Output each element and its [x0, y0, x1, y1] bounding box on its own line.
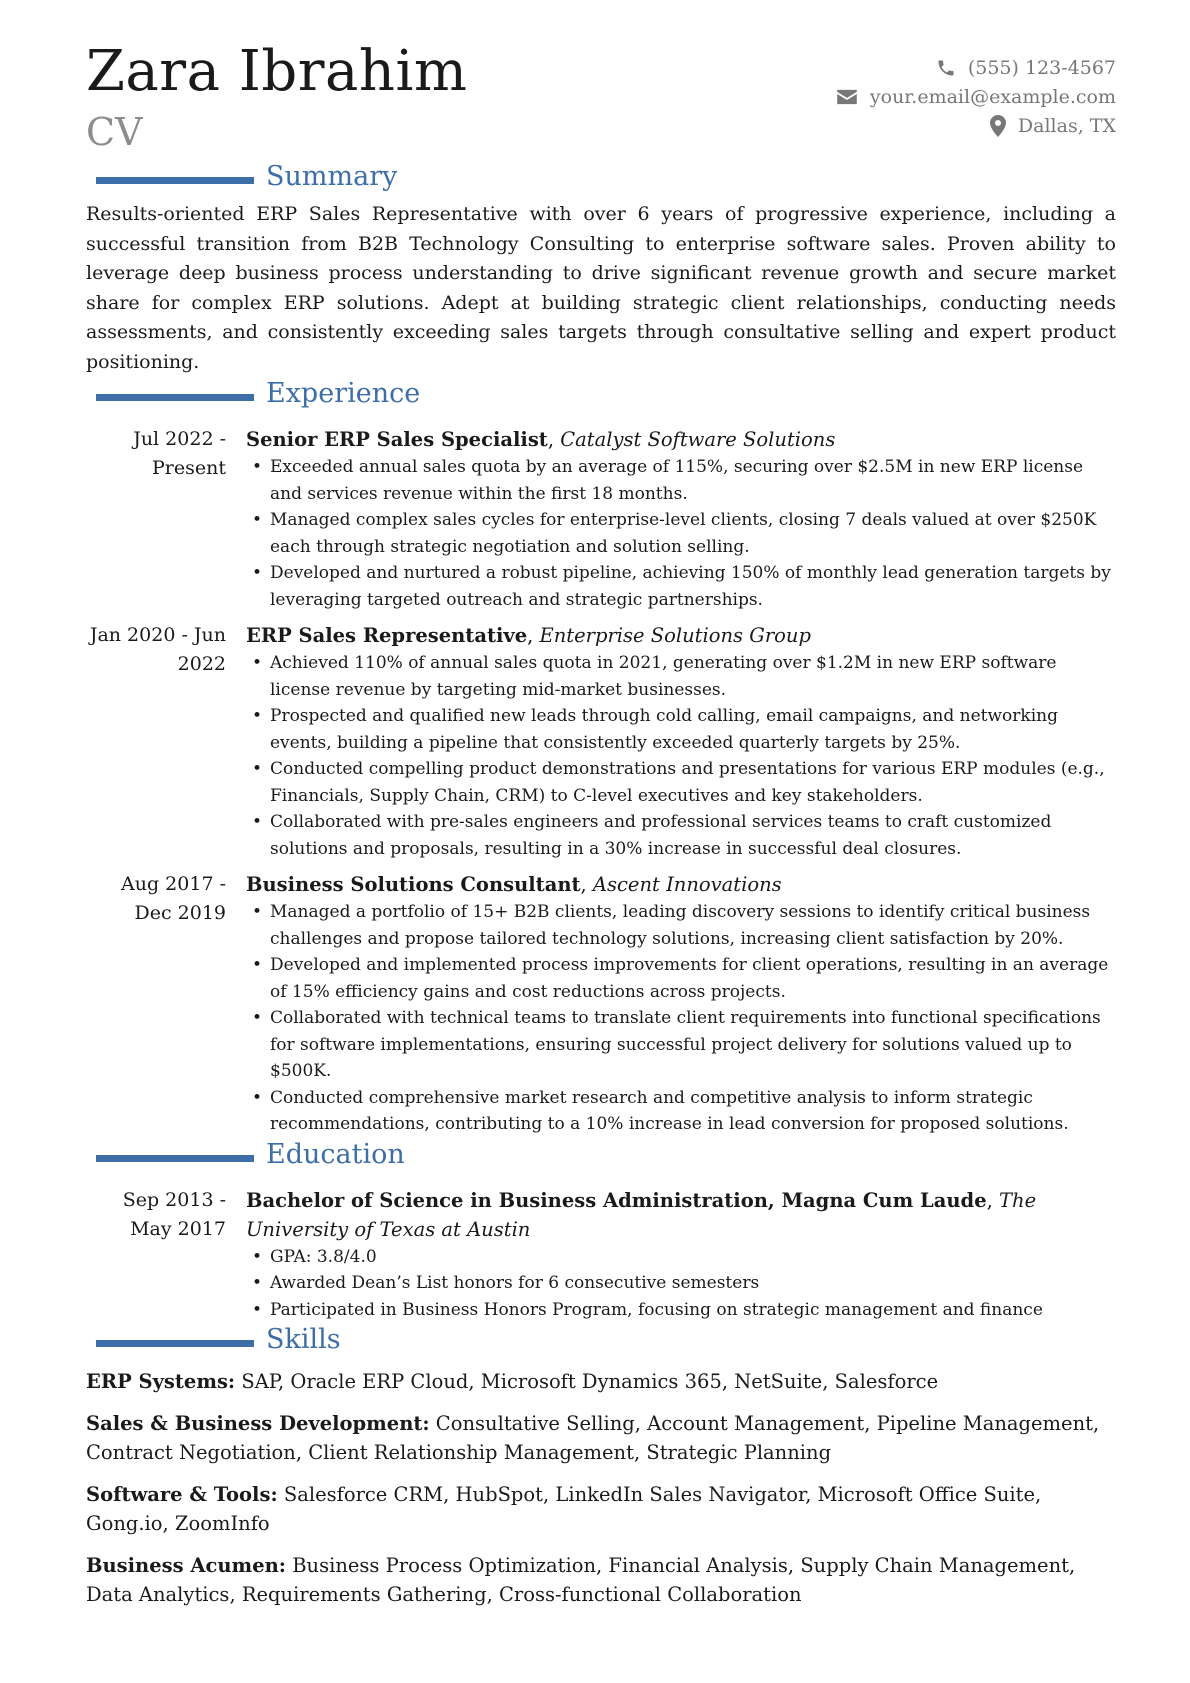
experience-entry: [86, 425, 1116, 613]
entry-body: [246, 1186, 1116, 1324]
skill-category: ERP Systems:: [86, 1370, 236, 1393]
document-subtitle: CV: [86, 110, 143, 154]
bullet-item: • Managed complex sales cycles for enterprise-level clients, closing 7 deals valued at over $250K each through strategic negotiation and solution selling.: [246, 507, 1116, 560]
entry-title: Senior ERP Sales Specialist, Catalyst Software Solutions: [246, 428, 836, 451]
cv-page: [86, 40, 1116, 1622]
section-title: Education: [266, 1138, 405, 1170]
experience-entry: [86, 621, 1116, 862]
education-entry: [86, 1186, 1116, 1324]
contact-email[interactable]: [836, 82, 1116, 111]
candidate-name: Zara Ibrahim: [86, 39, 468, 104]
experience-heading: [86, 378, 1116, 417]
bullet-item: • Prospected and qualified new leads through cold calling, email campaigns, and networking events, building a pipeline that consistently exceeded quarterly targets by 25%.: [246, 703, 1116, 756]
entry-title: Business Solutions Consultant, Ascent Innovations: [246, 873, 782, 896]
job-role: Business Solutions Consultant: [246, 873, 581, 896]
bullet-item: • Managed a portfolio of 15+ B2B clients, leading discovery sessions to identify critical business challenges and propose tailored technology solutions, increasing client satisfaction by 20%.: [246, 899, 1116, 952]
bullet-item: • Conducted comprehensive market research and competitive analysis to inform strategic recommendations, contributing to a 10% increase in lead conversion for proposed solutions.: [246, 1085, 1116, 1138]
skill-row: [86, 1480, 1116, 1538]
skills-list: [86, 1367, 1116, 1609]
entry-date: Jul 2022 - Present: [133, 428, 226, 479]
section-rule: [96, 177, 254, 184]
education-heading: [86, 1138, 1116, 1178]
map-marker-icon: [990, 115, 1006, 137]
skill-row: [86, 1409, 1116, 1467]
phone-number: (555) 123-4567: [967, 56, 1116, 79]
institution: The University of Texas at Austin: [246, 1188, 1037, 1241]
skills-heading: [86, 1324, 1116, 1363]
bullet-item: • Participated in Business Honors Program, focusing on strategic management and finance: [246, 1297, 1116, 1324]
bullet-item: • Collaborated with technical teams to translate client requirements into functional specifications for software implementations, ensuring successful project delivery for solutions valued up to $500K.: [246, 1005, 1116, 1085]
section-rule: [96, 1155, 254, 1162]
summary-text: Results-oriented ERP Sales Representative with over 6 years of progressive experience, including a successful transition from B2B Technology Consulting to enterprise software sales. Proven ability to leverage deep business process understanding to drive significant revenue growth and secure market share for complex ERP solutions. Adept at building strategic client relationships, conducting needs assessments, and consistently exceeding sales targets through consultative selling and expert product positioning.: [86, 203, 1116, 373]
skill-category: Sales & Business Development:: [86, 1412, 430, 1435]
entry-body: [246, 621, 1116, 862]
entry-body: [246, 870, 1116, 1138]
summary-heading: [86, 161, 1116, 200]
job-role: Senior ERP Sales Specialist: [246, 428, 548, 451]
entry-body: [246, 425, 1116, 613]
entry-date: Aug 2017 - Dec 2019: [121, 873, 226, 924]
bullet-item: • Conducted compelling product demonstrations and presentations for various ERP modules (e.g., Financials, Supply Chain, CRM) to C-level executives and key stakeholders.: [246, 756, 1116, 809]
phone-icon: [936, 58, 956, 78]
header: [86, 40, 1116, 160]
bullet-item: • Developed and implemented process improvements for client operations, resulting in an average of 15% efficiency gains and cost reductions across projects.: [246, 952, 1116, 1005]
bullet-item: • Collaborated with pre-sales engineers and professional services teams to craft customized solutions and proposals, resulting in a 30% increase in successful deal closures.: [246, 809, 1116, 862]
entry-title: ERP Sales Representative, Enterprise Solutions Group: [246, 624, 811, 647]
skill-values: Consultative Selling, Account Management, Pipeline Management, Contract Negotiation, Client Relationship Management, Strategic Planning: [86, 1412, 1100, 1464]
section-rule: [96, 394, 254, 401]
section-title: Experience: [266, 378, 421, 409]
section-title: Summary: [266, 161, 398, 192]
contact-phone: [836, 53, 1116, 82]
bullet-item: • GPA: 3.8/4.0: [246, 1244, 1116, 1271]
bullet-list: [246, 650, 1116, 862]
skill-row: [86, 1551, 1116, 1609]
envelope-icon: [836, 89, 858, 105]
employer: Ascent Innovations: [592, 873, 782, 896]
bullet-item: • Developed and nurtured a robust pipeline, achieving 150% of monthly lead generation targets by leveraging targeted outreach and strategic partnerships.: [246, 560, 1116, 613]
entry-date: Sep 2013 - May 2017: [122, 1188, 226, 1240]
bullet-item: • Exceeded annual sales quota by an average of 115%, securing over $2.5M in new ERP license and services revenue within the first 18 months.: [246, 454, 1116, 507]
skill-values: SAP, Oracle ERP Cloud, Microsoft Dynamics 365, NetSuite, Salesforce: [241, 1370, 939, 1393]
bullet-list: [246, 1244, 1116, 1324]
degree: Bachelor of Science in Business Administration, Magna Cum Laude: [246, 1188, 987, 1212]
bullet-list: [246, 454, 1116, 613]
job-role: ERP Sales Representative: [246, 624, 528, 647]
contact-info: [836, 53, 1116, 140]
bullet-item: • Awarded Dean’s List honors for 6 consecutive semesters: [246, 1270, 1116, 1297]
section-title: Skills: [266, 1324, 341, 1355]
entry-date: Jan 2020 - Jun 2022: [89, 624, 226, 675]
employer: Enterprise Solutions Group: [539, 624, 811, 647]
skill-values: Business Process Optimization, Financial Analysis, Supply Chain Management, Data Analytics, Requirements Gathering, Cross-functional Collaboration: [86, 1554, 1076, 1606]
entry-title: Bachelor of Science in Business Administration, Magna Cum Laude, The University of Texas at Austin: [246, 1188, 1037, 1241]
section-rule: [96, 1340, 254, 1347]
bullet-item: • Achieved 110% of annual sales quota in 2021, generating over $1.2M in new ERP software license revenue by targeting mid-market businesses.: [246, 650, 1116, 703]
location-text: Dallas, TX: [1017, 114, 1116, 137]
bullet-list: [246, 899, 1116, 1138]
skill-row: [86, 1367, 1116, 1396]
skill-values: Salesforce CRM, HubSpot, LinkedIn Sales Navigator, Microsoft Office Suite, Gong.io, ZoomInfo: [86, 1483, 1042, 1535]
skill-category: Software & Tools:: [86, 1483, 278, 1506]
experience-entry: [86, 870, 1116, 1138]
email-address[interactable]: your.email@example.com: [869, 85, 1116, 108]
employer: Catalyst Software Solutions: [560, 428, 836, 451]
contact-location: [836, 111, 1116, 140]
skill-category: Business Acumen:: [86, 1554, 286, 1577]
